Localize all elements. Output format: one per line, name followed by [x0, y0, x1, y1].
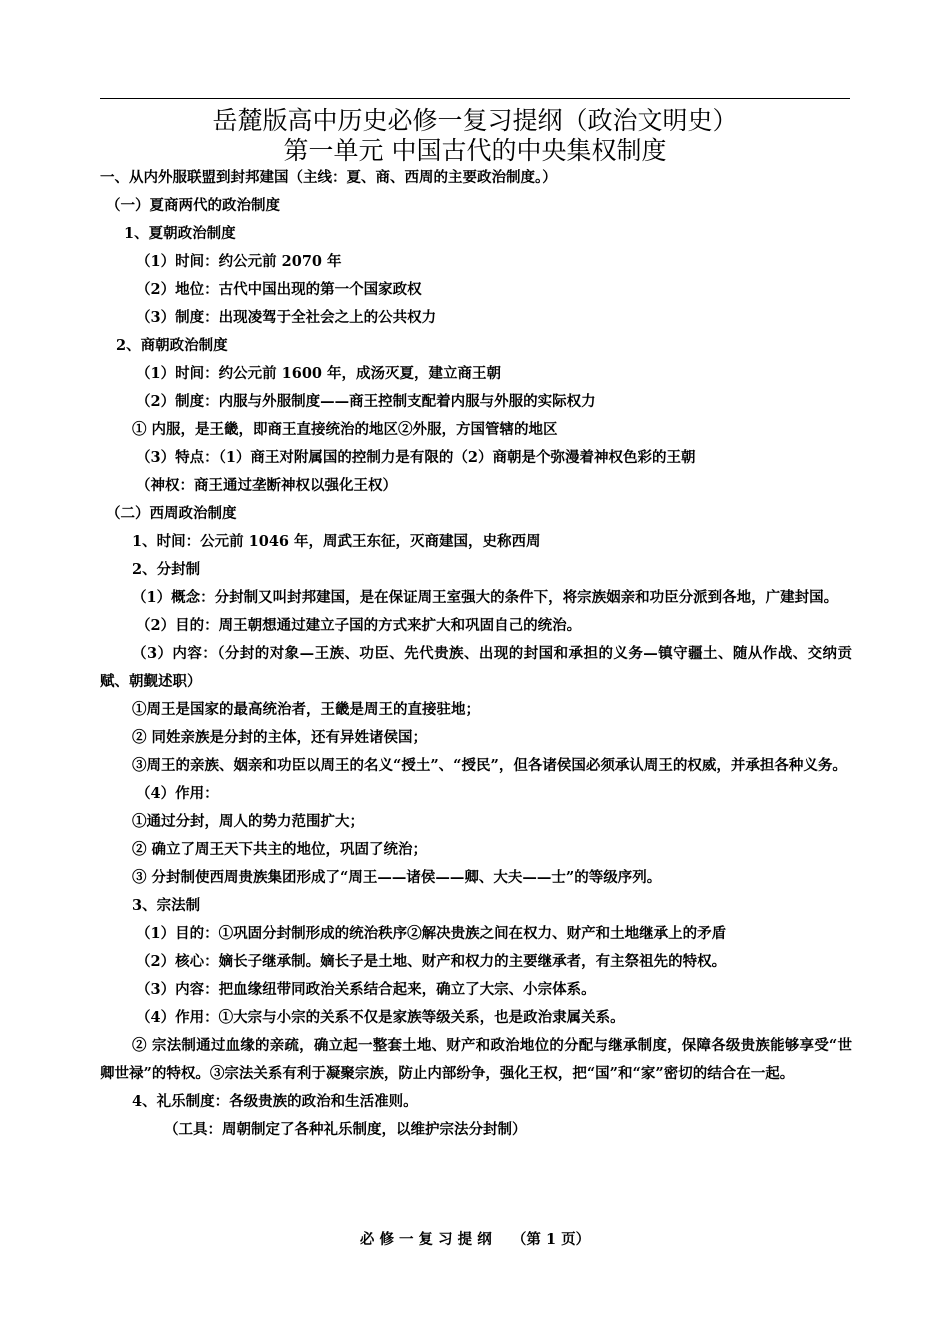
outline-body: [100, 164, 852, 1144]
list-item: （3）制度：出现凌驾于全社会之上的公共权力: [136, 309, 437, 326]
item-heading: 3、宗法制: [132, 897, 201, 914]
list-item: （1）时间：约公元前 2070 年: [136, 253, 342, 270]
note-line: （神权：商王通过垄断神权以强化王权）: [136, 477, 397, 494]
list-item: （2）目的：周王朝想通过建立子国的方式来扩大和巩固自己的统治。: [136, 617, 582, 634]
list-item: （3）内容：把血缘纽带同政治关系结合起来，确立了大宗、小宗体系。: [136, 981, 596, 998]
footer-label: 必 修 一 复 习 提 纲: [359, 1231, 492, 1248]
page-footer: [100, 1228, 850, 1249]
list-item: （1）时间：约公元前 1600 年，成汤灭夏，建立商王朝: [136, 365, 502, 382]
item-heading: 4、礼乐制度：各级贵族的政治和生活准则。: [132, 1093, 418, 1110]
list-item: ② 同姓亲族是分封的主体，还有异姓诸侯国；: [132, 729, 428, 746]
list-item: （2）制度：内服与外服制度——商王控制支配着内服与外服的实际权力: [136, 393, 596, 410]
paragraph: ② 宗法制通过血缘的亲疏，确立起一整套土地、财产和政治地位的分配与继承制度，保障各级贵族能够享受“世卿世禄”的特权。③宗法关系有利于凝聚宗族，防止内部纷争，强化王权，把“国”和“家”密切的结合在一起。: [100, 1037, 852, 1082]
subsection-heading: （一）夏商两代的政治制度: [106, 197, 280, 214]
item-heading: 2、商朝政治制度: [116, 337, 228, 354]
list-item: （2）核心：嫡长子继承制。嫡长子是土地、财产和权力的主要继承者，有主祭祖先的特权。: [136, 953, 727, 970]
list-item: （4）作用：: [136, 785, 219, 802]
list-item: ① 内服，是王畿，即商王直接统治的地区②外服，方国管辖的地区: [132, 421, 558, 438]
list-item: （4）作用：①大宗与小宗的关系不仅是家族等级关系，也是政治隶属关系。: [136, 1009, 625, 1026]
header-rule: [100, 98, 850, 99]
paragraph: ③周王的亲族、姻亲和功臣以周王的名义“授土”、“授民”，但各诸侯国必须承认周王的权威，并承担各种义务。: [132, 757, 847, 774]
subsection-heading: （二）西周政治制度: [106, 505, 237, 522]
list-item: ①周王是国家的最高统治者，王畿是周王的直接驻地；: [132, 701, 480, 718]
list-item: ①通过分封，周人的势力范围扩大；: [132, 813, 364, 830]
item-heading: 2、分封制: [132, 561, 201, 578]
note-line: （工具：周朝制定了各种礼乐制度，以维护宗法分封制）: [164, 1121, 527, 1138]
item-heading: 1、夏朝政治制度: [124, 225, 236, 242]
list-item: （1）目的：①巩固分封制形成的统治秩序②解决贵族之间在权力、财产和土地继承上的矛盾: [136, 925, 727, 942]
list-item: （3）特点：（1）商王对附属国的控制力是有限的（2）商朝是个弥漫着神权色彩的王朝: [136, 449, 696, 466]
list-item: （2）地位：古代中国出现的第一个国家政权: [136, 281, 422, 298]
item-heading: 1、时间：公元前 1046 年，周武王东征，灭商建国，史称西周: [132, 533, 541, 550]
document-title: 岳麓版高中历史必修一复习提纲（政治文明史）: [212, 106, 738, 135]
list-item: ② 确立了周王天下共主的地位，巩固了统治；: [132, 841, 428, 858]
list-item: ③ 分封制使西周贵族集团形成了“周王——诸侯——卿、大夫——士”的等级序列。: [132, 869, 662, 886]
paragraph: （3）内容：（分封的对象—王族、功臣、先代贵族、出现的封国和承担的义务—镇守疆土、随从作战、交纳贡赋、朝觐述职）: [100, 645, 852, 690]
page-number: （第 1 页）: [511, 1231, 591, 1248]
section-heading: 一、从内外服联盟到封邦建国（主线：夏、商、西周的主要政治制度。）: [100, 169, 557, 186]
unit-title: 第一单元 中国古代的中央集权制度: [283, 136, 667, 165]
paragraph: （1）概念：分封制又叫封邦建国，是在保证周王室强大的条件下，将宗族姻亲和功臣分派到各地，广建封国。: [132, 589, 839, 606]
